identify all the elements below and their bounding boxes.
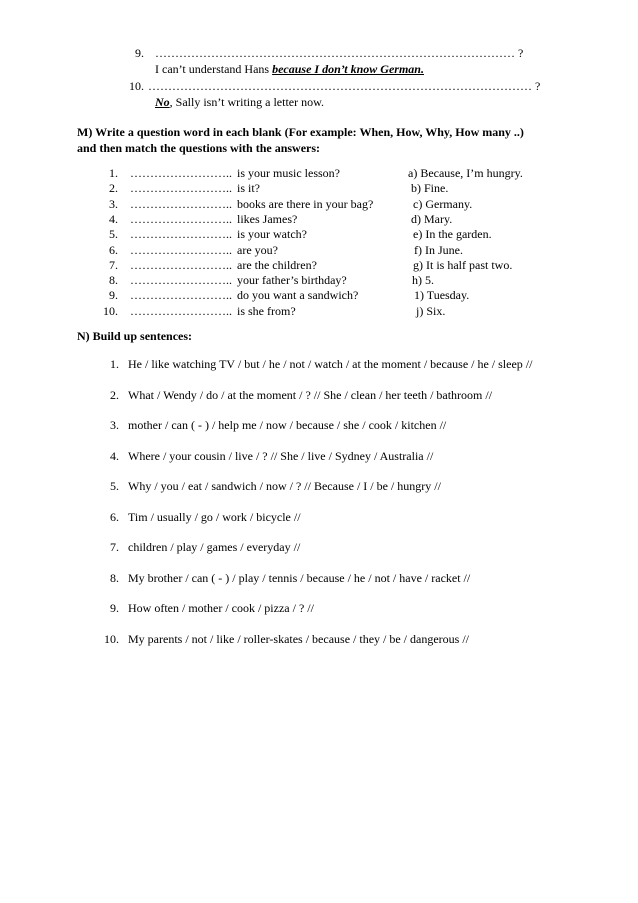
answer-option: d) Mary. — [411, 212, 453, 226]
sentence-number: 2. — [110, 388, 119, 402]
sentence-number: 4. — [110, 449, 119, 463]
sentence-prompt: My brother / can ( - ) / play / tennis / because / he / not / have / racket // — [128, 571, 471, 585]
sentence-prompt: He / like watching TV / but / he / not / watch / at the moment / because / he / sleep // — [128, 357, 533, 371]
question-number: 9. — [109, 288, 118, 302]
section-n-heading: N) Build up sentences: — [77, 329, 193, 343]
question-number: 2. — [109, 181, 118, 195]
sentence-number: 1. — [110, 357, 119, 371]
answer-line: …………………………………………………………………………………… ? — [148, 79, 541, 93]
sentence-prompt: What / Wendy / do / at the moment / ? // She / clean / her teeth / bathroom // — [128, 388, 493, 402]
sentence-prompt: Where / your cousin / live / ? // She / live / Sydney / Australia // — [128, 449, 434, 463]
sentence-number: 6. — [110, 510, 119, 524]
given-answer — [155, 95, 324, 109]
sentence-number: 8. — [110, 571, 119, 585]
section-m-heading-line2: and then match the questions with the answers: — [77, 141, 321, 155]
question-text: do you want a sandwich? — [237, 288, 359, 302]
question-blank[interactable]: …………………….. — [130, 288, 232, 302]
question-number: 3. — [109, 197, 118, 211]
answer-emphasis: No — [155, 95, 170, 109]
item-number: 10. — [129, 79, 144, 93]
sentence-prompt: My parents / not / like / roller-skates / because / they / be / dangerous // — [128, 632, 470, 646]
sentence-number: 7. — [110, 540, 119, 554]
sentence-number: 10. — [104, 632, 119, 646]
answer-option: a) Because, I’m hungry. — [408, 166, 523, 180]
question-number: 4. — [109, 212, 118, 226]
question-text: is your watch? — [237, 227, 307, 241]
question-number: 6. — [109, 243, 118, 257]
answer-option: f) In June. — [414, 243, 463, 257]
question-number: 5. — [109, 227, 118, 241]
question-text: is she from? — [237, 304, 296, 318]
sentence-prompt: Tim / usually / go / work / bicycle // — [128, 510, 301, 524]
question-blank[interactable]: …………………….. — [130, 166, 232, 180]
question-blank[interactable]: …………………….. — [130, 258, 232, 272]
question-text: are you? — [237, 243, 278, 257]
sentence-prompt: How often / mother / cook / pizza / ? // — [128, 601, 314, 615]
sentence-number: 5. — [110, 479, 119, 493]
question-blank[interactable]: …………………….. — [130, 243, 232, 257]
question-number: 8. — [109, 273, 118, 287]
answer-text-post: , Sally isn’t writing a letter now. — [169, 95, 324, 109]
question-text: books are there in your bag? — [237, 197, 374, 211]
item-number: 9. — [135, 46, 144, 60]
question-blank[interactable]: …………………….. — [130, 212, 232, 226]
question-number: 1. — [109, 166, 118, 180]
question-blank[interactable]: …………………….. — [130, 227, 232, 241]
question-blank[interactable]: …………………….. — [130, 273, 232, 287]
question-text: your father’s birthday? — [237, 273, 347, 287]
sentence-prompt: Why / you / eat / sandwich / now / ? // Because / I / be / hungry // — [128, 479, 441, 493]
sentence-number: 9. — [110, 601, 119, 615]
answer-option: h) 5. — [412, 273, 434, 287]
given-answer — [155, 62, 424, 76]
question-blank[interactable]: …………………….. — [130, 304, 232, 318]
section-m-heading-line1: M) Write a question word in each blank (For example: When, How, Why, How many ..) — [77, 125, 524, 139]
question-text: likes James? — [237, 212, 298, 226]
question-text: is your music lesson? — [237, 166, 340, 180]
question-number: 7. — [109, 258, 118, 272]
question-blank[interactable]: …………………….. — [130, 197, 232, 211]
answer-option: g) It is half past two. — [413, 258, 513, 272]
sentence-number: 3. — [110, 418, 119, 432]
sentence-prompt: mother / can ( - ) / help me / now / because / she / cook / kitchen // — [128, 418, 447, 432]
question-blank[interactable]: …………………….. — [130, 181, 232, 195]
answer-text: I can’t understand Hans — [155, 62, 273, 76]
answer-line: ……………………………………………………………………………… ? — [155, 46, 524, 60]
answer-option: c) Germany. — [413, 197, 473, 211]
answer-emphasis: because I don’t know German. — [272, 62, 424, 76]
answer-option: j) Six. — [416, 304, 446, 318]
answer-option: b) Fine. — [411, 181, 449, 195]
question-text: is it? — [237, 181, 260, 195]
answer-option: 1) Tuesday. — [414, 288, 470, 302]
answer-option: e) In the garden. — [413, 227, 492, 241]
sentence-prompt: children / play / games / everyday // — [128, 540, 301, 554]
question-number: 10. — [103, 304, 118, 318]
question-text: are the children? — [237, 258, 317, 272]
